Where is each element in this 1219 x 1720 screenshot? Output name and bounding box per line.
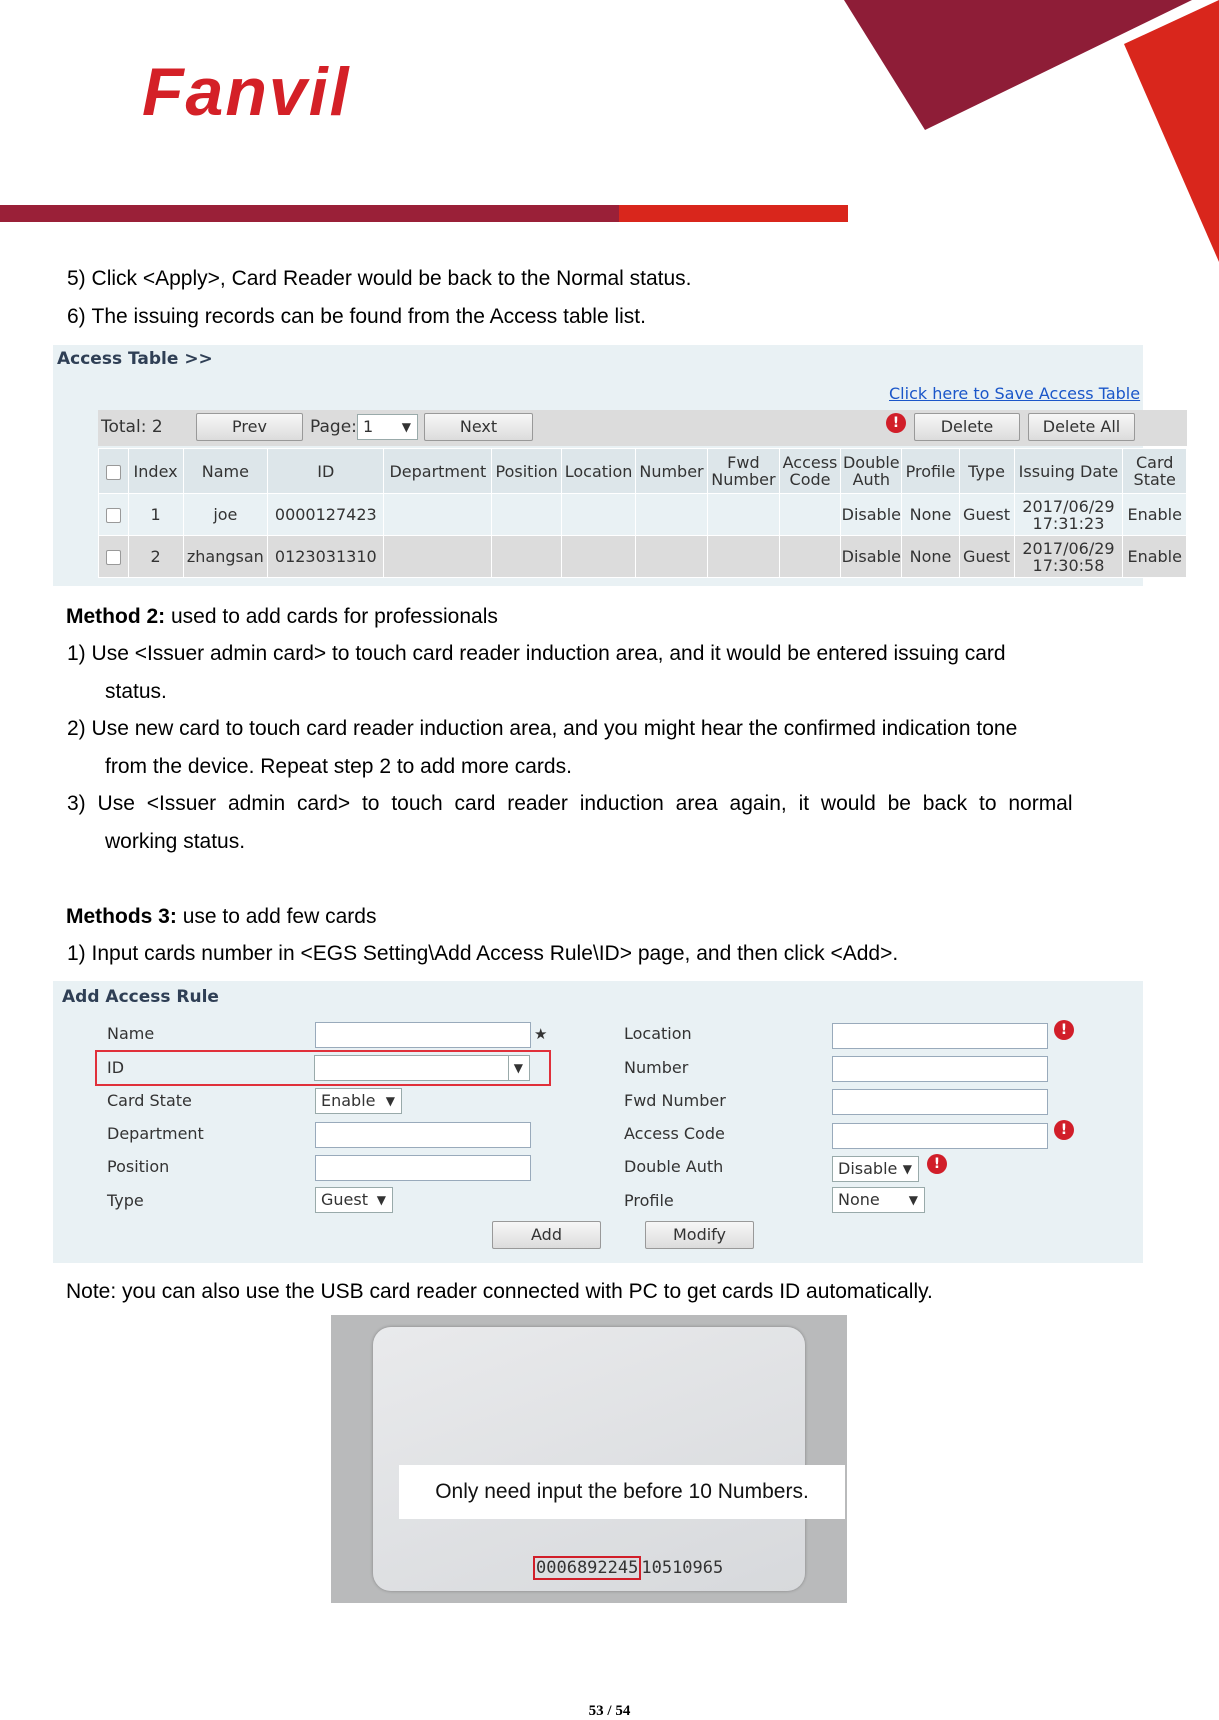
department-input[interactable] — [315, 1122, 531, 1148]
row-checkbox[interactable] — [106, 550, 121, 565]
method-2-step-3: 3) Use <Issuer admin card> to touch card reader induction area again, it would be back to normal — [67, 792, 1073, 815]
card-state-select[interactable]: Enable ▼ — [315, 1088, 402, 1114]
page-number: 53 / 54 — [588, 1703, 631, 1719]
col-issuing-date: Issuing Date — [1014, 449, 1123, 494]
cell-fwd-number — [707, 494, 779, 536]
header-decoration — [840, 0, 1219, 265]
add-access-rule-panel — [53, 981, 1143, 1263]
step-5: 5) Click <Apply>, Card Reader would be back to the Normal status. — [67, 267, 692, 290]
delete-button[interactable]: Delete — [914, 413, 1020, 441]
col-double-auth: Double Auth — [841, 449, 902, 494]
department-label: Department — [107, 1124, 204, 1143]
id-label: ID — [107, 1058, 125, 1077]
cell-issuing-date: 2017/06/29 17:31:23 — [1014, 494, 1123, 536]
access-code-input[interactable] — [832, 1123, 1048, 1149]
access-table-panel — [53, 345, 1182, 586]
header-stripe — [0, 205, 848, 222]
table-header — [99, 449, 1187, 494]
method-3-heading: Methods 3: use to add few cards — [66, 905, 377, 928]
fwd-number-label: Fwd Number — [624, 1091, 726, 1110]
col-name: Name — [183, 449, 268, 494]
method-2-heading: Method 2: used to add cards for professionals — [66, 605, 498, 628]
cell-issuing-date: 2017/06/29 17:30:58 — [1014, 536, 1123, 578]
access-table — [98, 448, 1187, 578]
cell-access-code — [779, 536, 840, 578]
method-2-step-2: 2) Use new card to touch card reader induction area, and you might hear the confirmed indication tone — [67, 717, 1018, 740]
save-access-table-link[interactable]: Click here to Save Access Table — [889, 384, 1141, 403]
page-label: Page: — [310, 417, 357, 437]
access-code-label: Access Code — [624, 1124, 725, 1143]
card-image — [373, 1327, 805, 1591]
col-profile: Profile — [902, 449, 959, 494]
cell-name: joe — [183, 494, 268, 536]
cell-access-code — [779, 494, 840, 536]
cell-id: 0000127423 — [268, 494, 384, 536]
chevron-down-icon: ▼ — [376, 1193, 386, 1207]
chevron-down-icon: ▼ — [401, 420, 411, 434]
cell-type: Guest — [959, 494, 1014, 536]
col-department: Department — [384, 449, 492, 494]
cell-profile: None — [902, 536, 959, 578]
warning-icon: ! — [927, 1154, 947, 1174]
type-label: Type — [107, 1191, 144, 1210]
cell-name: zhangsan — [183, 536, 268, 578]
col-number: Number — [636, 449, 708, 494]
add-button[interactable]: Add — [492, 1221, 601, 1249]
position-input[interactable] — [315, 1155, 531, 1181]
col-access-code: Access Code — [779, 449, 840, 494]
cell-id: 0123031310 — [268, 536, 384, 578]
cell-index: 2 — [128, 536, 183, 578]
position-label: Position — [107, 1157, 170, 1176]
cell-location — [562, 494, 636, 536]
cell-position — [492, 536, 562, 578]
warning-icon: ! — [886, 413, 906, 433]
callout-text: Only need input the before 10 Numbers. — [399, 1465, 845, 1519]
select-all-checkbox[interactable] — [106, 465, 121, 480]
cell-location — [562, 536, 636, 578]
cell-card-state: Enable — [1123, 494, 1187, 536]
add-access-rule-title: Add Access Rule — [62, 987, 219, 1007]
card-number: 0006892245 10510965 — [533, 1558, 723, 1578]
double-auth-label: Double Auth — [624, 1157, 724, 1176]
name-input[interactable] — [315, 1022, 531, 1048]
col-position: Position — [492, 449, 562, 494]
table-row[interactable] — [99, 494, 1187, 536]
cell-type: Guest — [959, 536, 1014, 578]
cell-department — [384, 494, 492, 536]
method-2-step-1: 1) Use <Issuer admin card> to touch card reader induction area, and it would be entered issuing card — [67, 642, 1006, 665]
number-label: Number — [624, 1058, 689, 1077]
cell-department — [384, 536, 492, 578]
warning-icon: ! — [1054, 1020, 1074, 1040]
row-checkbox[interactable] — [106, 508, 121, 523]
prev-button[interactable]: Prev — [196, 413, 303, 441]
profile-label: Profile — [624, 1191, 674, 1210]
col-type: Type — [959, 449, 1014, 494]
chevron-down-icon: ▼ — [508, 1056, 523, 1080]
card-state-label: Card State — [107, 1091, 192, 1110]
number-input[interactable] — [832, 1056, 1048, 1082]
chevron-down-icon: ▼ — [902, 1162, 912, 1176]
warning-icon: ! — [1054, 1120, 1074, 1140]
card-number-highlight: 0006892245 — [533, 1556, 641, 1580]
chevron-down-icon: ▼ — [385, 1094, 395, 1108]
card-photo — [331, 1315, 847, 1603]
chevron-down-icon: ▼ — [908, 1193, 918, 1207]
id-input[interactable] — [314, 1055, 530, 1081]
fanvil-logo: Fanvil — [142, 54, 351, 130]
cell-fwd-number — [707, 536, 779, 578]
method-2-step-1-cont: status. — [105, 680, 167, 703]
profile-select[interactable]: None ▼ — [832, 1187, 925, 1213]
modify-button[interactable]: Modify — [645, 1221, 754, 1249]
col-card-state: Card State — [1123, 449, 1187, 494]
cell-double-auth: Disable — [841, 536, 902, 578]
note-text: Note: you can also use the USB card reader connected with PC to get cards ID automatically. — [66, 1280, 933, 1303]
cell-double-auth: Disable — [841, 494, 902, 536]
cell-profile: None — [902, 494, 959, 536]
method-3-step-1: 1) Input cards number in <EGS Setting\Add Access Rule\ID> page, and then click <Add>. — [67, 942, 899, 965]
double-auth-select[interactable]: Disable ▼ — [832, 1156, 919, 1182]
cell-index: 1 — [128, 494, 183, 536]
table-row[interactable] — [99, 536, 1187, 578]
delete-all-button[interactable]: Delete All — [1028, 413, 1135, 441]
cell-number — [636, 536, 708, 578]
required-star-icon: ★ — [534, 1025, 548, 1043]
total-count: Total: 2 — [101, 417, 163, 437]
col-id: ID — [268, 449, 384, 494]
location-label: Location — [624, 1024, 692, 1043]
fwd-number-input[interactable] — [832, 1089, 1048, 1115]
method-2-step-2-cont: from the device. Repeat step 2 to add more cards. — [105, 755, 572, 778]
cell-position — [492, 494, 562, 536]
next-button[interactable]: Next — [424, 413, 533, 441]
method-2-step-3-cont: working status. — [105, 830, 246, 853]
step-6: 6) The issuing records can be found from the Access table list. — [67, 305, 646, 328]
cell-card-state: Enable — [1123, 536, 1187, 578]
type-select[interactable]: Guest ▼ — [315, 1187, 393, 1213]
col-index: Index — [128, 449, 183, 494]
access-table-title: Access Table >> — [57, 349, 213, 369]
location-input[interactable] — [832, 1023, 1048, 1049]
cell-number — [636, 494, 708, 536]
col-fwd-number: Fwd Number — [707, 449, 779, 494]
name-label: Name — [107, 1024, 155, 1043]
col-location: Location — [562, 449, 636, 494]
page-select[interactable]: 1 ▼ — [357, 414, 418, 440]
